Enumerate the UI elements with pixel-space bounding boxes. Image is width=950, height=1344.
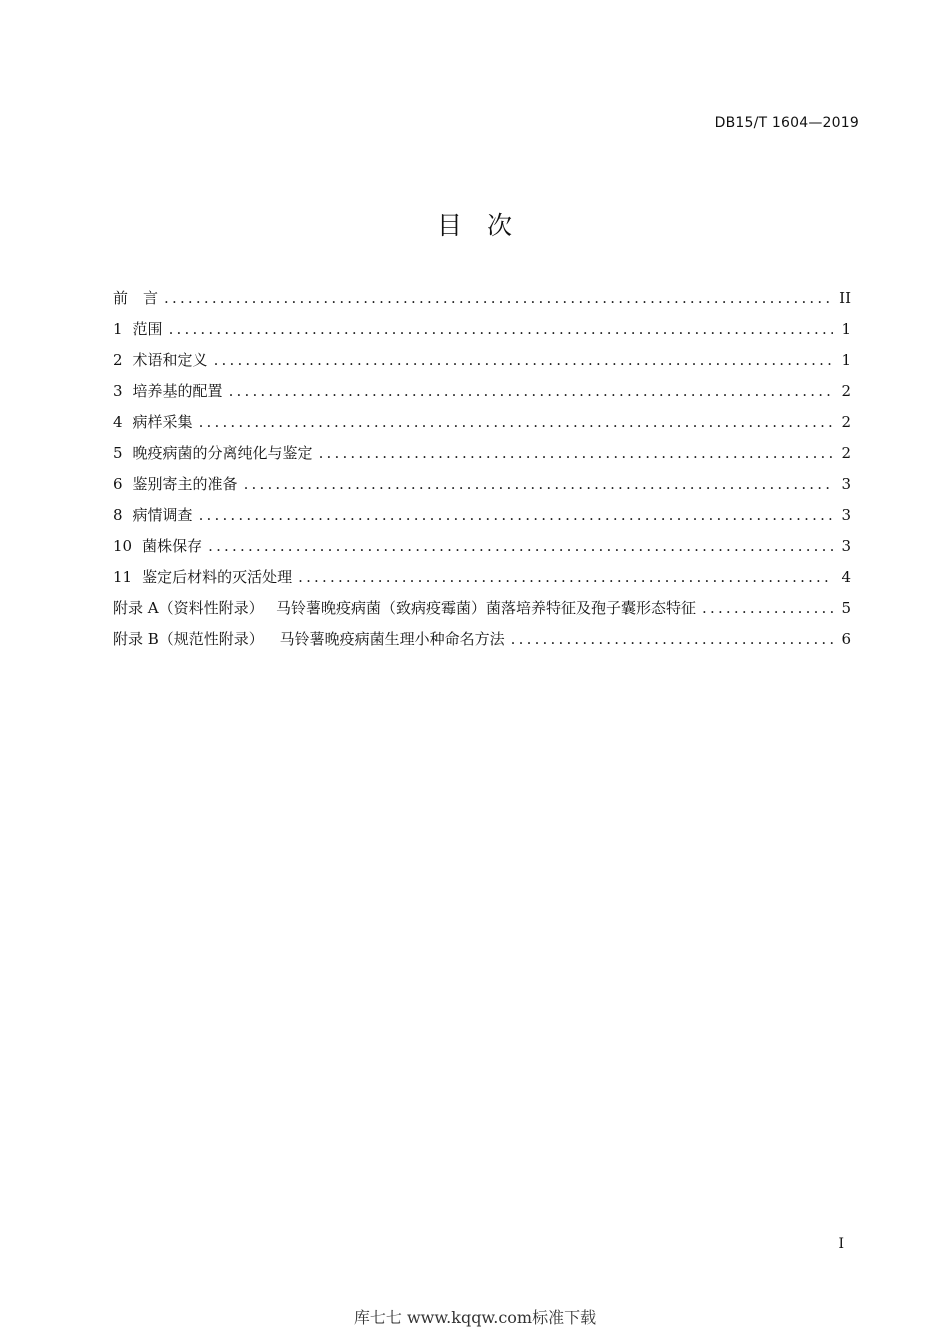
page-number: I — [838, 1236, 844, 1252]
toc-leader-dots — [199, 413, 834, 431]
toc-leader-dots — [511, 630, 834, 648]
toc-entry-2[interactable] — [113, 349, 851, 380]
toc-entry-label: 病情调查 — [132, 506, 193, 524]
toc-entry-page: II — [839, 289, 851, 307]
toc-entry-page: 6 — [841, 630, 851, 648]
toc-entry-number: 10 — [113, 537, 133, 555]
toc-entry-6[interactable] — [113, 473, 851, 504]
toc-entry-appendix-a[interactable] — [113, 597, 851, 628]
toc-entry-label: 菌株保存 — [142, 537, 203, 555]
toc-appendix-number: 附录 B（规范性附录） — [113, 630, 264, 648]
toc-entry-label: 鉴定后材料的灭活处理 — [142, 568, 293, 586]
toc-entry-label: 病样采集 — [132, 413, 193, 431]
toc-entry-label: 晚疫病菌的分离纯化与鉴定 — [132, 444, 313, 462]
toc-leader-dots — [164, 289, 831, 307]
toc-entry-page: 3 — [841, 506, 851, 524]
toc-entry-page: 5 — [841, 599, 851, 617]
toc-entry-label: 前 言 — [113, 289, 159, 307]
toc-entry-label: 鉴别寄主的准备 — [132, 475, 238, 493]
toc-leader-dots — [229, 382, 834, 400]
toc-entry-page: 1 — [841, 351, 851, 369]
page-title — [0, 206, 950, 242]
toc-leader-dots — [244, 475, 834, 493]
table-of-contents — [113, 287, 851, 659]
toc-entry-number: 6 — [113, 475, 123, 493]
toc-entry-number: 8 — [113, 506, 123, 524]
title-char-1: 目 — [436, 211, 463, 240]
toc-entry-foreword[interactable] — [113, 287, 851, 318]
title-char-2: 次 — [487, 211, 514, 240]
toc-leader-dots — [319, 444, 834, 462]
toc-appendix-number: 附录 A（资料性附录） — [113, 599, 264, 617]
toc-entry-page: 3 — [841, 475, 851, 493]
toc-leader-dots — [214, 351, 834, 369]
toc-leader-dots — [298, 568, 833, 586]
toc-entry-number: 4 — [113, 413, 123, 431]
toc-leader-dots — [208, 537, 833, 555]
toc-entry-4[interactable] — [113, 411, 851, 442]
toc-leader-dots — [702, 599, 833, 617]
toc-entry-page: 1 — [841, 320, 851, 338]
toc-entry-number: 3 — [113, 382, 123, 400]
watermark-text: 库七七 www.kqqw.com标准下载 — [353, 1308, 597, 1327]
toc-entry-page: 2 — [841, 444, 851, 462]
toc-entry-appendix-b[interactable] — [113, 628, 851, 659]
toc-leader-dots — [169, 320, 834, 338]
toc-entry-page: 3 — [841, 537, 851, 555]
toc-entry-label: 范围 — [132, 320, 163, 338]
toc-entry-label: 培养基的配置 — [132, 382, 223, 400]
toc-entry-number: 1 — [113, 320, 123, 338]
toc-entry-11[interactable] — [113, 566, 851, 597]
toc-entry-number: 11 — [113, 568, 133, 586]
toc-entry-10[interactable] — [113, 535, 851, 566]
toc-entry-page: 4 — [841, 568, 851, 586]
toc-entry-3[interactable] — [113, 380, 851, 411]
toc-entry-label: 术语和定义 — [132, 351, 208, 369]
toc-entry-label: 马铃薯晚疫病菌（致病疫霉菌）菌落培养特征及孢子囊形态特征 — [276, 599, 697, 617]
toc-entry-page: 2 — [841, 413, 851, 431]
toc-leader-dots — [199, 506, 834, 524]
document-code: DB15/T 1604—2019 — [714, 115, 859, 131]
toc-entry-number: 2 — [113, 351, 123, 369]
toc-entry-8[interactable] — [113, 504, 851, 535]
toc-entry-1[interactable] — [113, 318, 851, 349]
toc-entry-5[interactable] — [113, 442, 851, 473]
toc-entry-label: 马铃薯晚疫病菌生理小种命名方法 — [279, 630, 505, 648]
toc-entry-number: 5 — [113, 444, 123, 462]
toc-entry-page: 2 — [841, 382, 851, 400]
